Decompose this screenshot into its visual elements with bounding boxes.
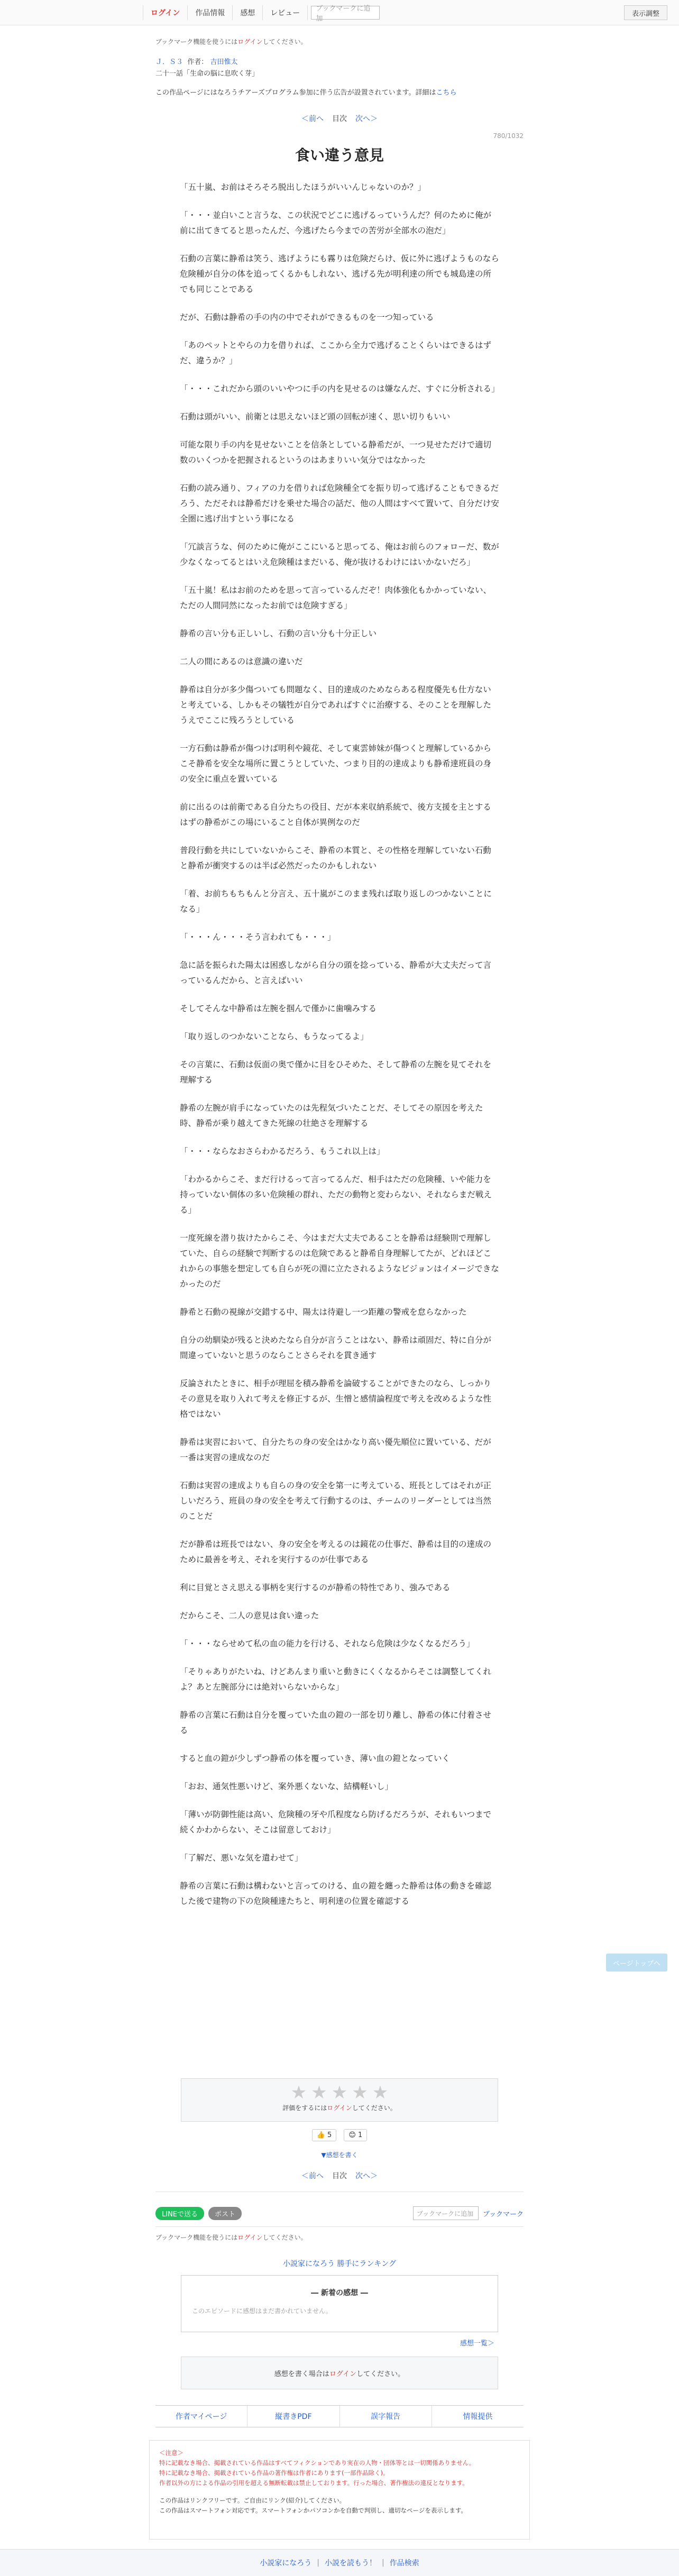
rating-login-link[interactable]: ログイン	[327, 2104, 352, 2112]
ad-details-link[interactable]: こちら	[436, 89, 457, 97]
novel-paragraph: 「あのペットとやらの力を借りれば、ここから全力で逃げることくらいはできるはずだ、違うか？」	[180, 341, 492, 365]
footer-separator: |	[382, 2559, 384, 2567]
x-post-button[interactable]: ポスト	[208, 2207, 242, 2220]
novel-paragraph: 静希の言い分も正しいし、石動の言い分も十分正しい	[180, 629, 377, 638]
rating-prompt-text: 評価をするには	[282, 2104, 327, 2112]
ranking-link[interactable]: 小説家になろう 勝手にランキング	[282, 2260, 397, 2268]
novel-paragraph: 一方石動は静希が傷つけば明利や鏡花、そして東雲姉妹が傷つくと理解しているからこそ静希を安全な場所に置こうとしていた、つまり目的の達成よりも静希達班員の身の安全に重点を置いている	[180, 744, 492, 784]
login-button[interactable]: ログイン	[143, 5, 188, 20]
author-mypage-link[interactable]: 作者マイページ	[155, 2406, 247, 2427]
novel-paragraph: 静希の言葉に石動は構わないと言ってのける、血の鎧を纏った静希は体の動きを確認した後で建物の下の危険種達たちと、明利達の位置を確認する	[180, 1881, 492, 1906]
line-share-button[interactable]: LINEで送る	[155, 2207, 204, 2220]
prev-link[interactable]: ＜前へ	[301, 115, 324, 123]
impressions-title-text: 新着の感想	[321, 2289, 358, 2297]
novel-paragraph: 「おお、通気性悪いけど、案外悪くないな、結構軽いし」	[180, 1782, 393, 1791]
novel-paragraph: 「了解だ、悪いな気を遣わせて」	[180, 1853, 303, 1863]
novel-paragraph: だが、石動は静希の手の内の中でそれができるものを一つ知っている	[180, 313, 434, 322]
notice-box	[149, 2440, 530, 2540]
vertical-pdf-link[interactable]: 縦書きPDF	[247, 2406, 340, 2427]
note-text: ブックマーク機能を使うには	[155, 38, 238, 45]
novel-paragraph: だが静希は班長ではない、身の安全を考えるのは鏡花の仕事だ、静希は目的の達成のために最善を考え、それを実行するのが仕事である	[180, 1539, 492, 1564]
bookmark-button[interactable]: ブックマーク	[482, 2210, 524, 2219]
novel-paragraph: 静希は実習において、自分たちの身の安全はかなり高い優先順位に置いている、だが一番は実習の達成なのだ	[180, 1437, 491, 1462]
novel-paragraph: 「・・・ならなおさらわかるだろう、もうこれ以上は」	[180, 1147, 385, 1156]
rating-box	[181, 2078, 498, 2122]
impressions-title: ― 新着の感想 ―	[311, 2289, 368, 2297]
novel-paragraph: 一度死線を潜り抜けたからこそ、今はまだ大丈夫であることを静希は経験則で理解していた、自らの経験で判断するのは危険であると静希自身理解してたが、どれほどこれからの事態を想定しても自らが死の淵に立たされるようなビジョンはイメージできなかったのだ	[180, 1233, 499, 1289]
novel-paragraph: 石動は頭がいい、前衛とは思えないほど頭の回転が速く、思い切りもいい	[180, 412, 451, 421]
novel-paragraph: 「着、お前ちもちもんと分言え、五十嵐がこのまま残れば取り返しのつかないことになる」	[180, 889, 492, 914]
novel-paragraph: 静希と石動の視線が交錯する中、陽太は待避し一つ距離の警戒を怠らなかった	[180, 1307, 467, 1317]
novel-paragraph: 「・・・これだから頭のいいやつに手の内を見せるのは嫌なんだ、すぐに分析される」	[180, 384, 500, 393]
yomou-link[interactable]: 小説を読もう！	[325, 2559, 377, 2568]
episode-number: 780/1032	[493, 132, 524, 140]
info-report-link[interactable]: 情報提供	[463, 2413, 493, 2421]
novel-paragraph: 石動の読み通り、フィアの力を借りれば危険種全てを振り切って逃げることもできるだろう、ただそれは静希だけを乗せた場合の話だ、他の人間はすべて置いて、自分だけ安全圏に逃げ出すという事になる	[180, 483, 499, 524]
login-link[interactable]: ログイン	[237, 2234, 263, 2241]
narou-home-link[interactable]: 小説家になろう	[260, 2559, 312, 2568]
chapter-title: 二十一話「生命の脳に息吹く芽」	[155, 70, 259, 78]
notice-line: 特に記載なき場合、掲載されている作品の著作権は作者にあります(一部作品除く)。	[159, 2469, 389, 2477]
series-link[interactable]: Ｊ．Ｓ３	[155, 58, 183, 66]
thumbs-up-reaction[interactable]: 👍 5	[312, 2129, 337, 2141]
author-label: 作者：	[187, 58, 208, 66]
series-line	[155, 56, 524, 66]
write-impression-toggle[interactable]: ▼感想を書く	[321, 2151, 358, 2159]
novel-paragraph: 利に目覚とさえ思える事柄を実行するのが静希の特性であり、強みである	[180, 1583, 451, 1592]
footer-separator: |	[317, 2559, 319, 2567]
novel-paragraph: 自分の幼馴染が残ると決めたなら自分が言うことはない、静希は頑固だ、特に自分が間違っていないと思うのならことさらそれを貫き通す	[180, 1335, 492, 1360]
impression-login-link[interactable]: ログイン	[329, 2370, 357, 2378]
impressions-empty: このエピソードに感想はまだ書かれていません。	[192, 2307, 332, 2315]
impressions-link[interactable]: 感想	[233, 5, 263, 20]
bookmark-add-field[interactable]: ブックマークに追加	[311, 6, 380, 20]
ad-note	[155, 87, 524, 97]
star-icon[interactable]: ★	[372, 2082, 389, 2103]
novel-paragraph: その言葉に、石動は仮面の奥で僅かに目をひそめた、そして静希の左腕を見てそれを理解する	[180, 1060, 492, 1085]
novel-paragraph: 普段行動を共にしていないからこそ、静希の本質と、その性格を理解していない石動と静希が衝突するのは半ば必然だったのかもしれない	[180, 846, 491, 870]
pager-top	[155, 113, 524, 124]
login-link[interactable]: ログイン	[237, 38, 263, 45]
novel-paragraph: 静希の左腕が肩手になっていたのは先程気づいたことだ、そしてその原因を考えた時、静希が乗り越えてきた死線の壮絶さを理解する	[180, 1103, 483, 1128]
footer-links	[155, 2405, 524, 2427]
note-text: ブックマーク機能を使うには	[155, 2234, 238, 2241]
share-row	[155, 2206, 524, 2220]
star-icon[interactable]: ★	[352, 2082, 368, 2103]
novel-paragraph: 「五十嵐！私はお前のためを思って言っているんだぞ！肉体強化もかかっていない、ただの人間同然になったお前では危険すぎる」	[180, 585, 492, 610]
novel-paragraph: 可能な限り手の内を見せないことを信条としている静希だが、一つ見せただけで適切数のいくつかを把握されるというのはあまりいい気分ではなかった	[180, 440, 492, 465]
site-footer	[0, 2549, 679, 2576]
impression-login-box	[181, 2357, 498, 2389]
novel-paragraph: 「・・・ん・・・そう言われても・・・」	[180, 932, 336, 942]
note-text: してください。	[262, 2234, 307, 2241]
work-info-link[interactable]: 作品情報	[188, 5, 233, 20]
rating-prompt-text: してください。	[352, 2104, 397, 2112]
bookmark-login-note-bottom	[155, 2233, 524, 2242]
novel-paragraph: 反論されたときに、相手が理屈を積み静希を論破することができたのなら、しっかりその意見を取り入れて考えを修正するが、生憎と感情論程度で考えを改めるような性格ではない	[180, 1379, 492, 1419]
next-link[interactable]: 次へ＞	[355, 115, 378, 123]
note-text: してください。	[262, 38, 307, 45]
notice-line: 特に記載なき場合、掲載されている作品はすべてフィクションであり実在の人物・団体等とは一切関係ありません。	[159, 2459, 475, 2467]
notice-line: 作者以外の方による作品の引用を超える無断転載は禁止しております。行った場合、著作権法の違反となります。	[159, 2479, 469, 2487]
rating-prompt	[181, 2103, 498, 2112]
author-link[interactable]: 吉田惟太	[210, 58, 238, 66]
index-link[interactable]: 目次	[332, 2172, 347, 2180]
novel-paragraph: 石動は実習の達成よりも自らの身の安全を第一に考えている、班長としてはそれが正しいだろう、班員の身の安全を考えて行動するのは、チームのリーダーとしては当然のことだ	[180, 1481, 492, 1521]
rating-stars[interactable]	[181, 2082, 498, 2103]
notice-title: ＜注意＞	[159, 2449, 183, 2456]
pager-bottom	[155, 2170, 524, 2181]
novel-paragraph: 「五十嵐、お前はそろそろ脱出したほうがいいんじゃないのか？」	[180, 182, 426, 192]
login-text: してください。	[356, 2370, 405, 2378]
bookmark-login-note	[155, 37, 524, 46]
notice-line: この作品はスマートフォン対応です。スマートフォンかパソコンかを自動で判別し、適切なページを表示します。	[159, 2507, 467, 2514]
display-settings-button[interactable]: 表示調整	[624, 5, 667, 20]
bookmark-add-field-bottom[interactable]: ブックマークに追加	[413, 2206, 479, 2220]
novel-paragraph: すると血の鎧が少しずつ静希の体を覆っていき、薄い血の鎧となっていく	[180, 1754, 450, 1763]
novel-paragraph: そしてそんな中静希は左腕を掴んで僅かに歯噛みする	[180, 1004, 377, 1013]
impressions-more-link[interactable]: 感想一覧＞	[460, 2340, 495, 2348]
novel-paragraph: 「わかるからこそ、まだ行けるって言ってるんだ、相手はただの危険種、いや能力を持っていない個体の多い危険種の群れ、ただの動物と変わらない、それならまだ戦える」	[180, 1175, 492, 1215]
novel-paragraph: 「・・・並白いこと言うな、この状況でどこに逃げるっていうんだ？何のために俺が前に出てきてると思ったんだ、今逃げたら今までの苦労が全部水の泡だ」	[180, 210, 492, 235]
divider	[155, 2226, 524, 2227]
reaction-row	[155, 2129, 524, 2141]
ad-note-text: この作品ページにはなろうチアーズプログラム参加に伴う広告が設置されています。詳細は	[155, 89, 436, 97]
novel-body	[180, 180, 499, 1922]
impressions-box	[181, 2275, 498, 2332]
novel-paragraph: 「・・・ならせめて私の血の能力を行ける、それなら危険は少なくなるだろう」	[180, 1639, 475, 1648]
novel-paragraph: 前に出るのは前衛である自分たちの役目、だが本来収納系統で、後方支援を主とするはずの静希がこの場にいること自体が異例なのだ	[180, 802, 491, 827]
review-link[interactable]: レビュー	[263, 5, 308, 20]
top-nav-bar	[0, 0, 679, 25]
novel-paragraph: 「そりゃありがたいね、けどあんまり重いと動きにくくなるからそこは調整してくれよ？あと左腕部分には絶対いらないからな」	[180, 1667, 492, 1692]
novel-paragraph: 「薄いが防御性能は高い、危険種の牙や爪程度なら防げるだろうが、それもいつまで続くかわからない、そこは留意しておけ」	[180, 1810, 492, 1835]
smile-reaction[interactable]: 😊 1	[344, 2129, 367, 2141]
star-icon[interactable]: ★	[290, 2082, 307, 2103]
prev-link[interactable]: ＜前へ	[301, 2172, 324, 2180]
login-text: 感想を書く場合は	[274, 2370, 329, 2378]
star-icon[interactable]: ★	[331, 2082, 348, 2103]
novel-paragraph: 「取り返しのつかないことなら、もうなってるよ」	[180, 1032, 369, 1041]
index-link[interactable]: 目次	[332, 115, 347, 123]
notice-line: この作品はリンクフリーです。ご自由にリンク(紹介)してください。	[159, 2497, 346, 2504]
novel-paragraph: 静希の言葉に石動は自分を覆っていた血の鎧の一部を切り離し、静希の体に付着させる	[180, 1710, 492, 1735]
next-link[interactable]: 次へ＞	[355, 2172, 378, 2180]
novel-paragraph: 静希は自分が多少傷ついても問題なく、目的達成のためならある程度優先も仕方ないと考えている、しかもその犠牲が自分であればすぐに治療する、そのことを理解したうえでここに残ろうとしている	[180, 685, 492, 725]
episode-title: 食い違う意見	[295, 146, 384, 164]
star-icon[interactable]: ★	[311, 2082, 327, 2103]
novel-paragraph: だからこそ、二人の意見は食い違った	[180, 1611, 319, 1620]
novel-paragraph: 石動の言葉に静希は笑う、逃げようにも霧りは危険だらけ、仮に外に逃げようものなら危険種が自分の体を追ってくるかもしれない、逃げる先が明利達の所でも城島達の所でも同じことである	[180, 254, 499, 294]
novel-paragraph: 「冗談言うな、何のために俺がここにいると思ってる、俺はお前らのフォローだ、数が少なくなってるとはいえ危険種はまだいる、俺が抜けるわけにはいかないだろ」	[180, 542, 499, 567]
novel-paragraph: 急に話を振られた陽太は困惑しながら自分の頭を捻っている、静希が大丈夫だって言っているんだから、と言えばいい	[180, 960, 492, 985]
search-link[interactable]: 作品検索	[389, 2559, 419, 2568]
typo-report-link[interactable]: 誤字報告	[340, 2406, 432, 2427]
novel-paragraph: 二人の間にあるのは意識の違いだ	[180, 657, 303, 666]
page-top-button[interactable]: ページトップへ	[606, 1954, 667, 1972]
